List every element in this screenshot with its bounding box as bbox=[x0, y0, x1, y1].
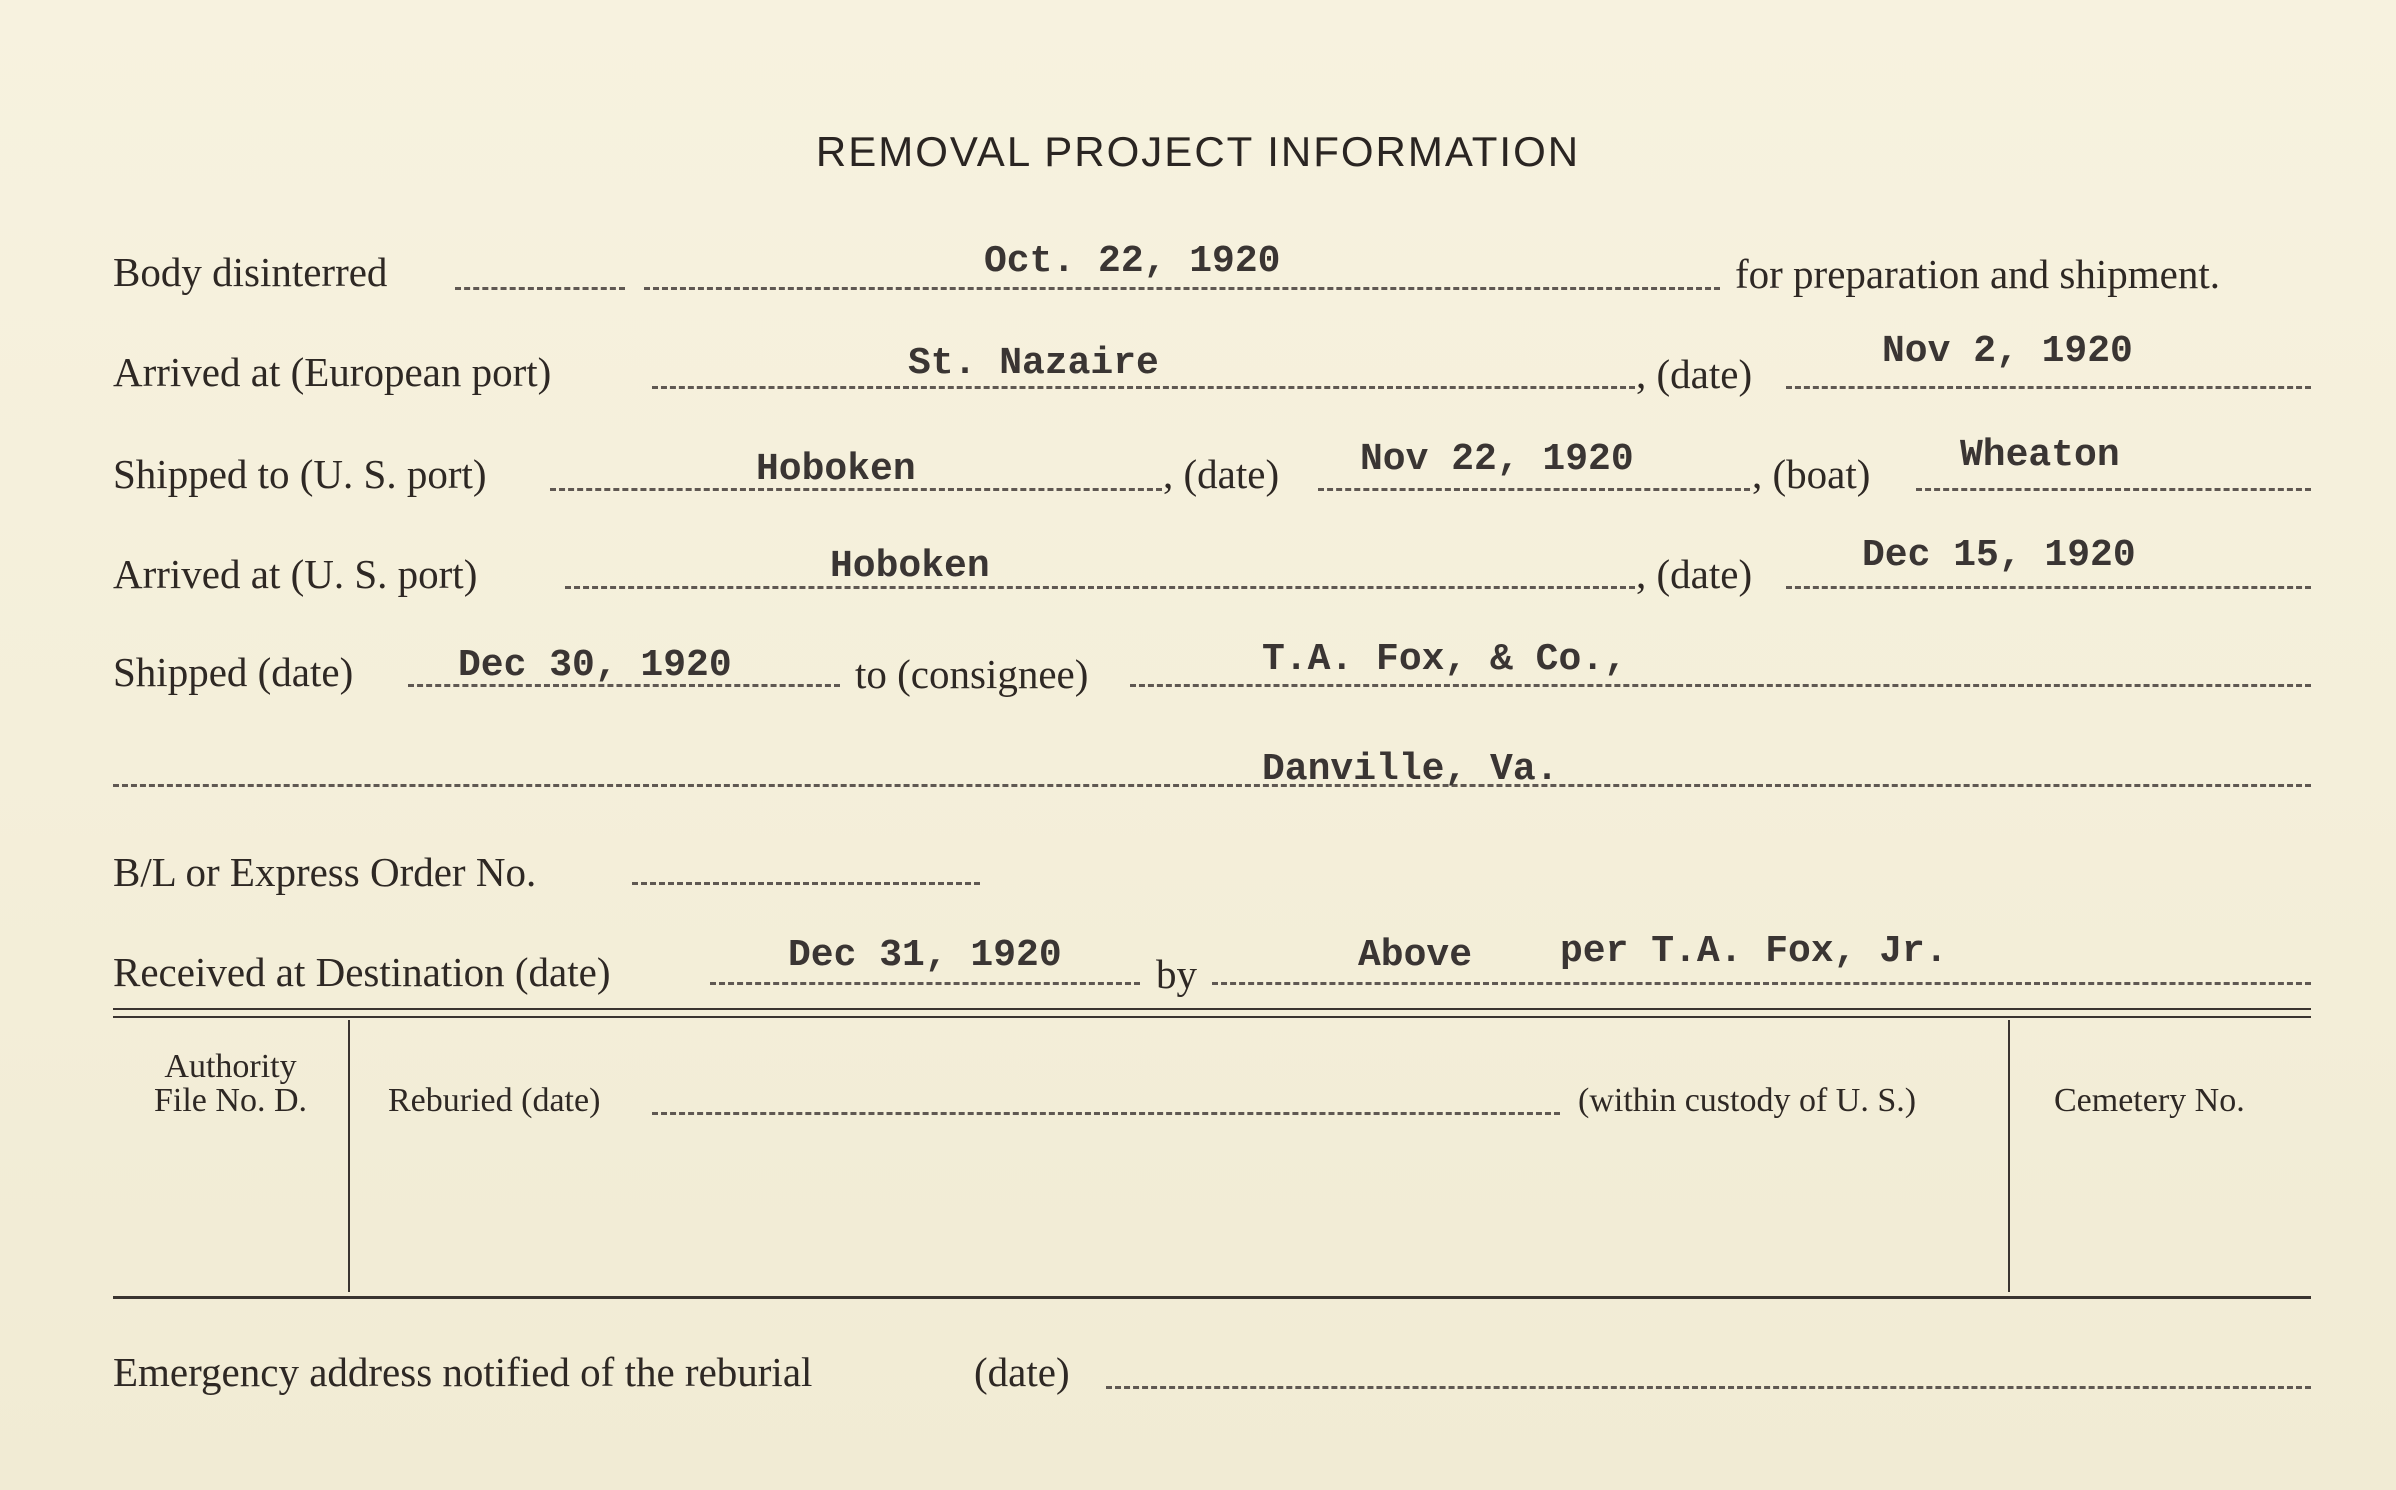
arrived-european-value: St. Nazaire bbox=[908, 342, 1159, 385]
body-disinterred-line-a bbox=[455, 287, 625, 290]
emergency-line bbox=[1106, 1386, 2311, 1389]
received-value: Dec 31, 1920 bbox=[788, 934, 1062, 977]
arrived-us-label: Arrived at (U. S. port) bbox=[113, 551, 478, 597]
body-disinterred-label: Body disinterred bbox=[113, 249, 388, 295]
divider-top-b bbox=[113, 1016, 2311, 1018]
bl-line bbox=[632, 882, 980, 885]
authority-label-2: File No. D. bbox=[154, 1082, 307, 1119]
consignee-value: T.A. Fox, & Co., bbox=[1262, 638, 1627, 681]
consignee-address-line bbox=[113, 784, 2311, 787]
arrived-european-date-label: , (date) bbox=[1636, 351, 1753, 397]
shipped-date-value: Dec 30, 1920 bbox=[458, 644, 732, 687]
arrived-european-label: Arrived at (European port) bbox=[113, 349, 552, 395]
body-disinterred-line-b bbox=[644, 287, 1720, 290]
emergency-date-label: (date) bbox=[974, 1349, 1070, 1395]
emergency-label: Emergency address notified of the reburial bbox=[113, 1349, 813, 1395]
received-label: Received at Destination (date) bbox=[113, 949, 611, 995]
reburied-line bbox=[652, 1112, 1560, 1115]
arrived-us-date-value: Dec 15, 1920 bbox=[1862, 534, 2136, 577]
divider-top-a bbox=[113, 1008, 2311, 1010]
arrived-us-date-label: , (date) bbox=[1636, 551, 1753, 597]
shipped-us-port-value: Hoboken bbox=[756, 448, 916, 491]
column-divider-right bbox=[2008, 1020, 2010, 1292]
custody-label: (within custody of U. S.) bbox=[1578, 1082, 1917, 1119]
shipped-us-port-label: Shipped to (U. S. port) bbox=[113, 451, 487, 497]
reburied-label: Reburied (date) bbox=[388, 1082, 601, 1119]
shipped-us-date-line bbox=[1318, 488, 1750, 491]
form-title: REMOVAL PROJECT INFORMATION bbox=[815, 128, 1581, 175]
arrived-european-date-line bbox=[1786, 386, 2311, 389]
by-line bbox=[1212, 982, 2311, 985]
boat-value: Wheaton bbox=[1960, 434, 2120, 477]
received-line bbox=[710, 982, 1140, 985]
by-label: by bbox=[1156, 951, 1197, 997]
arrived-us-value: Hoboken bbox=[830, 545, 990, 588]
cemetery-label: Cemetery No. bbox=[2054, 1082, 2245, 1119]
shipped-us-date-value: Nov 22, 1920 bbox=[1360, 438, 1634, 481]
arrived-us-date-line bbox=[1786, 586, 2311, 589]
consignee-address-value: Danville, Va. bbox=[1262, 748, 1559, 791]
body-disinterred-suffix: for preparation and shipment. bbox=[1735, 251, 2221, 297]
by-value-2: per T.A. Fox, Jr. bbox=[1560, 930, 1948, 973]
shipped-date-label: Shipped (date) bbox=[113, 649, 354, 695]
by-value-1: Above bbox=[1358, 934, 1473, 977]
boat-label: , (boat) bbox=[1752, 451, 1871, 497]
consignee-line bbox=[1130, 684, 2311, 687]
body-disinterred-value: Oct. 22, 1920 bbox=[984, 240, 1281, 283]
divider-bottom bbox=[113, 1296, 2311, 1299]
arrived-us-line bbox=[565, 586, 1635, 589]
boat-line bbox=[1916, 488, 2311, 491]
authority-label-1: Authority bbox=[164, 1048, 297, 1085]
arrived-european-date-value: Nov 2, 1920 bbox=[1882, 330, 2133, 373]
shipped-us-date-label: , (date) bbox=[1163, 451, 1280, 497]
column-divider-left bbox=[348, 1020, 350, 1292]
bl-label: B/L or Express Order No. bbox=[113, 849, 537, 895]
consignee-label: to (consignee) bbox=[855, 651, 1089, 697]
arrived-european-line bbox=[652, 386, 1635, 389]
